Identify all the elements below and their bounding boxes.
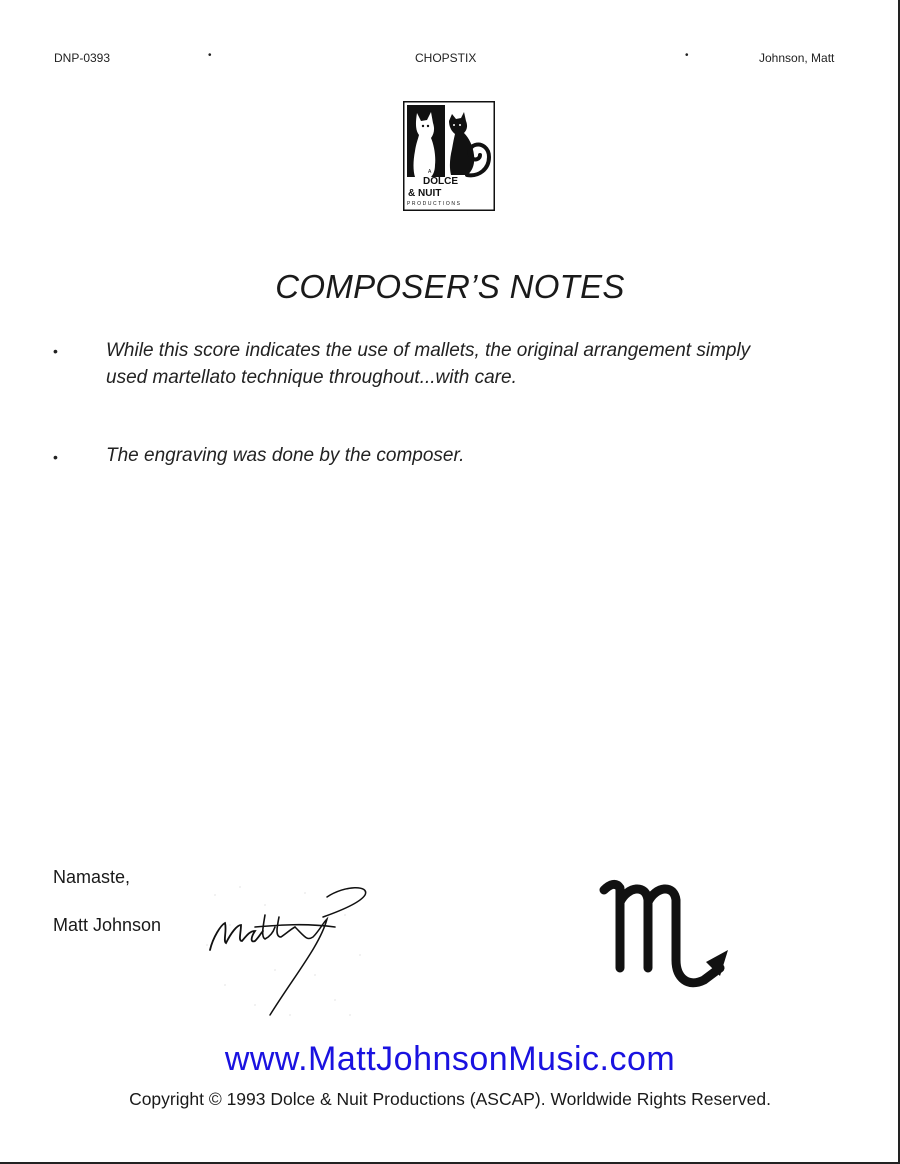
scorpio-symbol-icon <box>596 872 736 997</box>
note-line: used martellato technique throughout...with care. <box>106 367 517 388</box>
handwritten-signature-icon <box>195 875 375 1025</box>
logo-line-dolce: DOLCE <box>423 176 458 187</box>
logo-line-nuit: & NUIT <box>408 188 442 199</box>
note-line: While this score indicates the use of mallets, the original arrangement simply <box>106 340 751 361</box>
note-bullet: • <box>53 449 58 465</box>
author-name: Matt Johnson <box>53 915 162 935</box>
note-item <box>106 337 836 391</box>
logo-line-productions: PRODUCTIONS <box>407 201 462 207</box>
header-separator: • <box>685 50 689 61</box>
piece-title: CHOPSTIX <box>415 51 477 65</box>
note-line: The engraving was done by the composer. <box>106 445 465 466</box>
website-link[interactable]: www.MattJohnsonMusic.com <box>224 1040 676 1078</box>
composer-name: Johnson, Matt <box>759 51 835 65</box>
page-title: COMPOSER’S NOTES <box>275 268 625 305</box>
note-bullet: • <box>53 343 58 359</box>
copyright-notice: Copyright © 1993 Dolce & Nuit Productions (ASCAP). Worldwide Rights Reserved. <box>129 1089 771 1109</box>
greeting: Namaste, <box>53 867 131 887</box>
note-item <box>106 442 836 469</box>
dolce-nuit-logo <box>403 101 495 211</box>
catalog-number: DNP-0393 <box>54 51 111 65</box>
logo-small-mark: A <box>428 169 432 175</box>
header-separator: • <box>208 50 212 61</box>
